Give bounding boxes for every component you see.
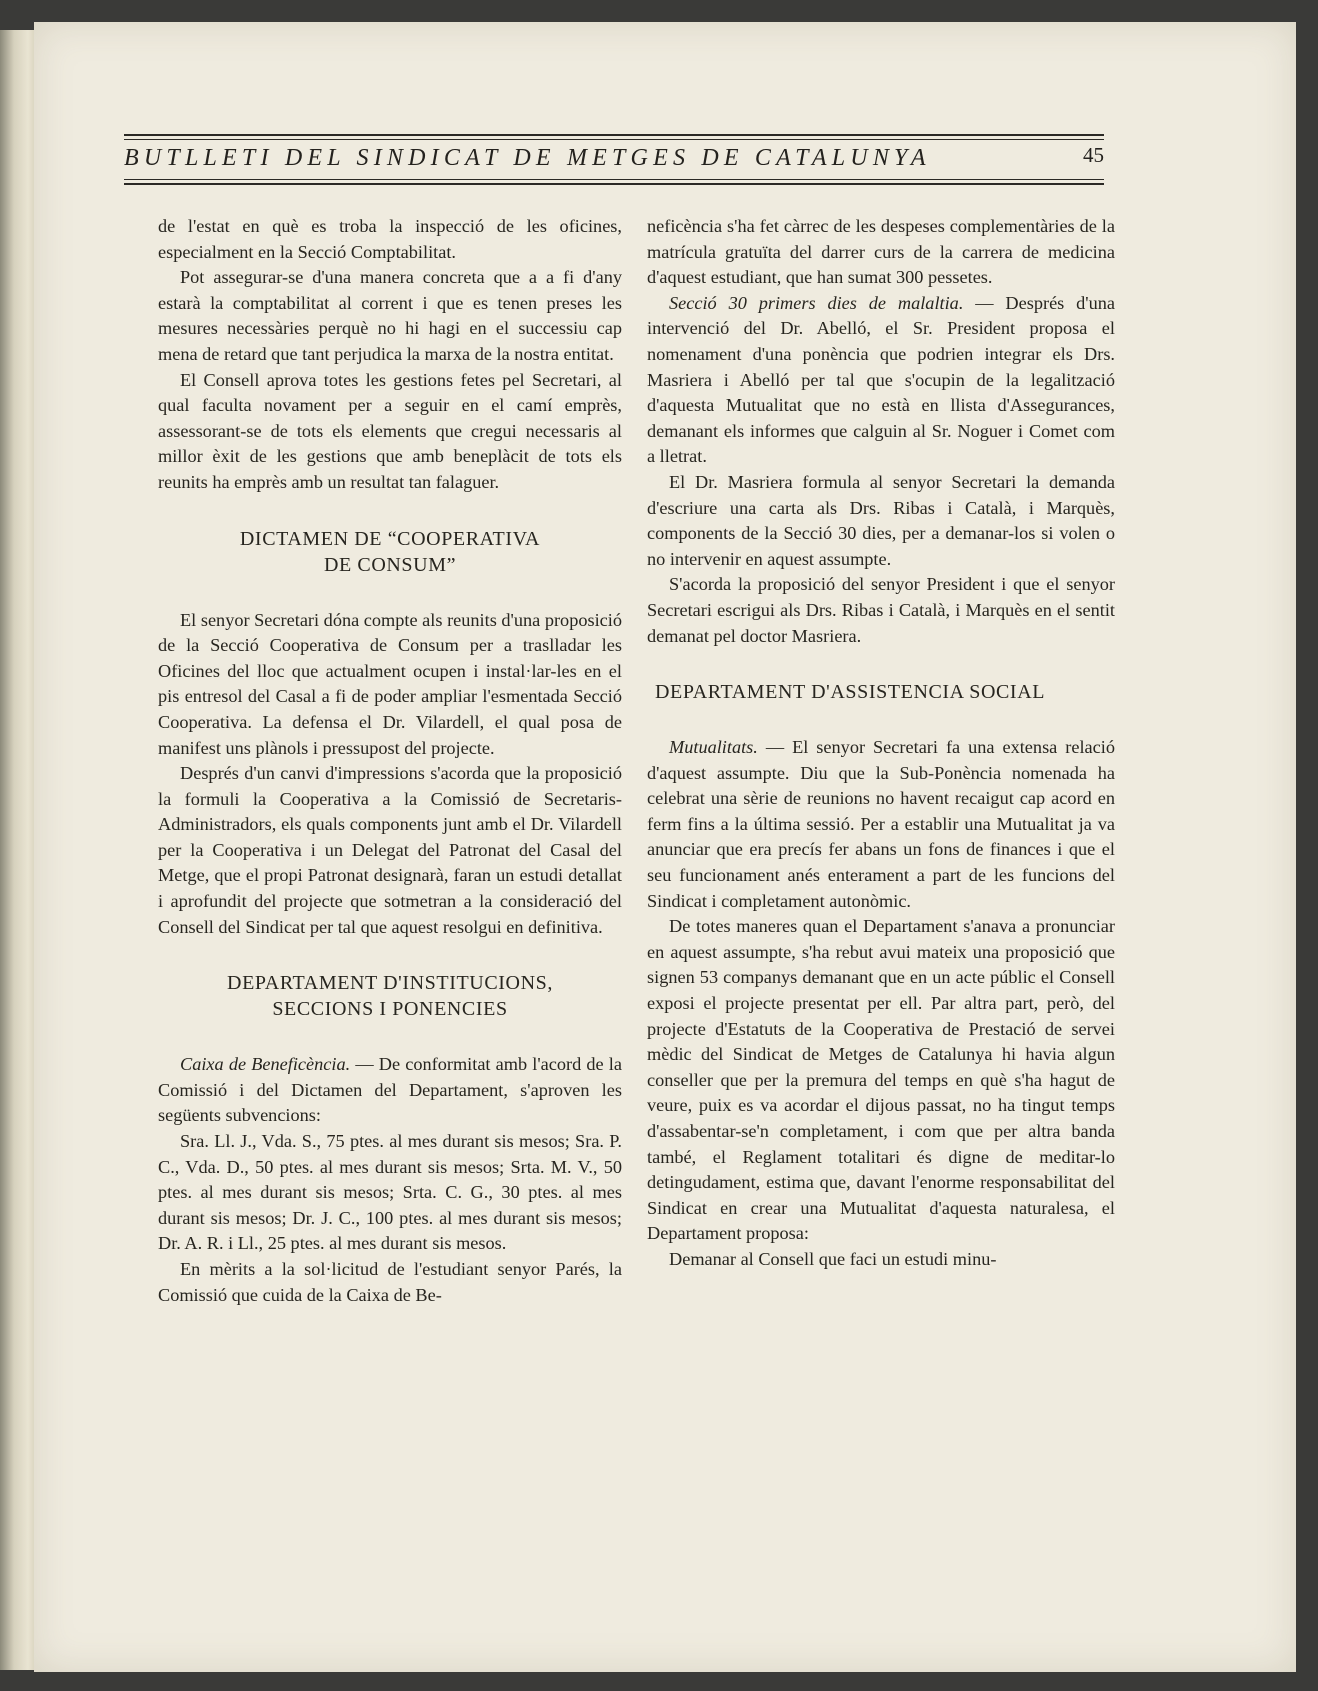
paragraph: neficència s'ha fet càrrec de les despeses complementàries de la matrícula gratuïta del darrer curs de la carrera de medicina d'aquest estudiant, que han sumat 300 pessetes. [647, 216, 1115, 288]
paragraph-lead: Mutualitats. [669, 737, 758, 758]
paragraph: El Consell aprova totes les gestions fetes pel Secretari, al qual faculta novament per a seguir en el camí emprès, assessorant-se de tots els elements que cregui necessaris al millor èxit de les gestions que amb beneplàcit de tots els reunits ha emprès amb un resultat tan falaguer. [158, 369, 622, 492]
right-column [647, 214, 1115, 1273]
header-rule-top-thin [124, 139, 1104, 140]
heading-line: DE CONSUM” [323, 553, 457, 576]
paragraph: Després d'un canvi d'impressions s'acorda que la proposició la formuli la Cooperativa a la Comissió de Secretaris-Administradors, els quals components junt amb el Dr. Vilardell per la Cooperativa i un Delegat del Patronat del Casal del Metge, que el propi Patronat designarà, faran un estudi detallat i aprofundit del projecte que sotmetran a la consideració del Consell del Sindicat per tal que aquest resolgui en definitiva. [158, 763, 622, 937]
paragraph: En mèrits a la sol·licitud de l'estudiant senyor Parés, la Comissió que cuida de la Caixa de Be- [158, 1259, 622, 1305]
paragraph: El senyor Secretari dóna compte als reunits d'una proposició de la Secció Cooperativa de Consum per a traslladar les Oficines del lloc que actualment ocupen i instal·lar-les en el pis entresol del Casal a fi de poder ampliar l'esmentada Secció Cooperativa. La defensa el Dr. Vilardell, el qual posa de manifest uns plànols i pressupost del projecte. [158, 609, 622, 758]
paragraph: de l'estat en què es troba la inspecció de les oficines, especialment en la Secció Comptabilitat. [158, 216, 622, 262]
left-column [158, 214, 622, 1308]
paragraph: Pot assegurar-se d'una manera concreta que a a fi d'any estarà la comptabilitat al corrent i que es tenen preses les mesures necessàries perquè no hi hagi en el successiu cap mena de retard que tant perjudica la marxa de la nostra entitat. [158, 267, 622, 364]
heading-line: DICTAMEN DE “COOPERATIVA [239, 527, 541, 550]
paragraph: De totes maneres quan el Departament s'anava a pronunciar en aquest assumpte, s'ha rebut avui mateix una proposició que signen 53 companys demanant que en un acte públic el Consell exposi el projecte presentat per ell. Par altra part, però, del projecte d'Estatuts de la Cooperativa de Prestació de servei mèdic del Sindicat de Metges de Catalunya hi havia algun conseller que per la premura del temps en què s'ha hagut de veure, puix es va acordar el dijous passat, no ha tingut temps d'assabentar-se'n completament, i com que per altra banda també, el Reglament totalitari és digne de meditar-lo detingudament, estima que, davant l'enorme responsabilitat del Sindicat en crear una Mutualitat d'aquesta naturalesa, el Departament proposa: [647, 916, 1115, 1244]
header-rule-top [124, 134, 1104, 136]
paragraph: S'acorda la proposició del senyor President i que el senyor Secretari escrigui als Drs. Ribas i Català, i Marquès en el sentit demanat pel doctor Masriera. [647, 574, 1115, 646]
heading-line: DEPARTAMENT D'INSTITUCIONS, [227, 972, 553, 995]
section-heading-assistencia: DEPARTAMENT D'ASSISTENCIA SOCIAL [655, 681, 1046, 704]
paragraph: El Dr. Masriera formula al senyor Secretari la demanda d'escriure una carta als Drs. Ribas i Català, i Marquès, components de la Secció 30 dies, per a demanar-los si volen o no intervenir en aquest assumpte. [647, 471, 1115, 569]
heading-line: SECCIONS I PONENCIES [272, 998, 508, 1021]
section-heading-cooperativa [158, 526, 622, 578]
running-header [124, 112, 1104, 194]
section-heading-institucions [158, 970, 622, 1022]
paragraph [647, 291, 1115, 470]
paragraph [158, 1052, 622, 1129]
paragraph: Sra. Ll. J., Vda. S., 75 ptes. al mes durant sis mesos; Sra. P. C., Vda. D., 50 ptes. al mes durant sis mesos; Srta. M. V., 50 ptes. al mes durant sis mesos; Srta. C. G., 30 ptes. al mes durant sis mesos; Dr. J. C., 100 ptes. al mes durant sis mesos; Dr. A. R. i Ll., 25 ptes. al mes durant sis mesos. [158, 1131, 622, 1254]
paragraph: Demanar al Consell que faci un estudi minu- [669, 1248, 997, 1269]
page-number: 45 [1083, 143, 1104, 167]
header-rule-bottom [124, 183, 1104, 185]
paragraph-text: — El senyor Secretari fa una extensa relació d'aquest assumpte. Diu que la Sub-Ponència nomenada ha celebrat una sèrie de reunions no havent recaigut cap acord en ferm fins a la última sessió. Per a establir una Mutualitat ja va anunciar que era precís fer abans un fons de finances i que el seu funcionament anés enterament a part de les funcions del Sindicat i completament autonòmic. [647, 737, 1115, 911]
paragraph-lead: Secció 30 primers dies de malaltia. [669, 292, 964, 313]
paragraph-text: — De conformitat amb l'acord de la Comissió i del Dictamen del Departament, s'aproven les següents subvencions: [158, 1054, 622, 1126]
journal-title: BUTLLETI DEL SINDICAT DE METGES DE CATALUNYA [124, 145, 931, 171]
paragraph-lead: Caixa de Beneficència. [180, 1054, 351, 1075]
header-rule-bottom-thin [124, 179, 1104, 180]
paragraph-text: — Després d'una intervenció del Dr. Abelló, el Sr. President proposa el nomenament d'una ponència que podrien integrar els Drs. Masriera i Abelló per tal que s'ocupin de la legalització d'aquesta Mutualitat que no està en llista d'Assegurances, demanant els informes que calguin al Sr. Noguer i Comet com a lletrat. [647, 292, 1115, 467]
paragraph [647, 735, 1115, 914]
